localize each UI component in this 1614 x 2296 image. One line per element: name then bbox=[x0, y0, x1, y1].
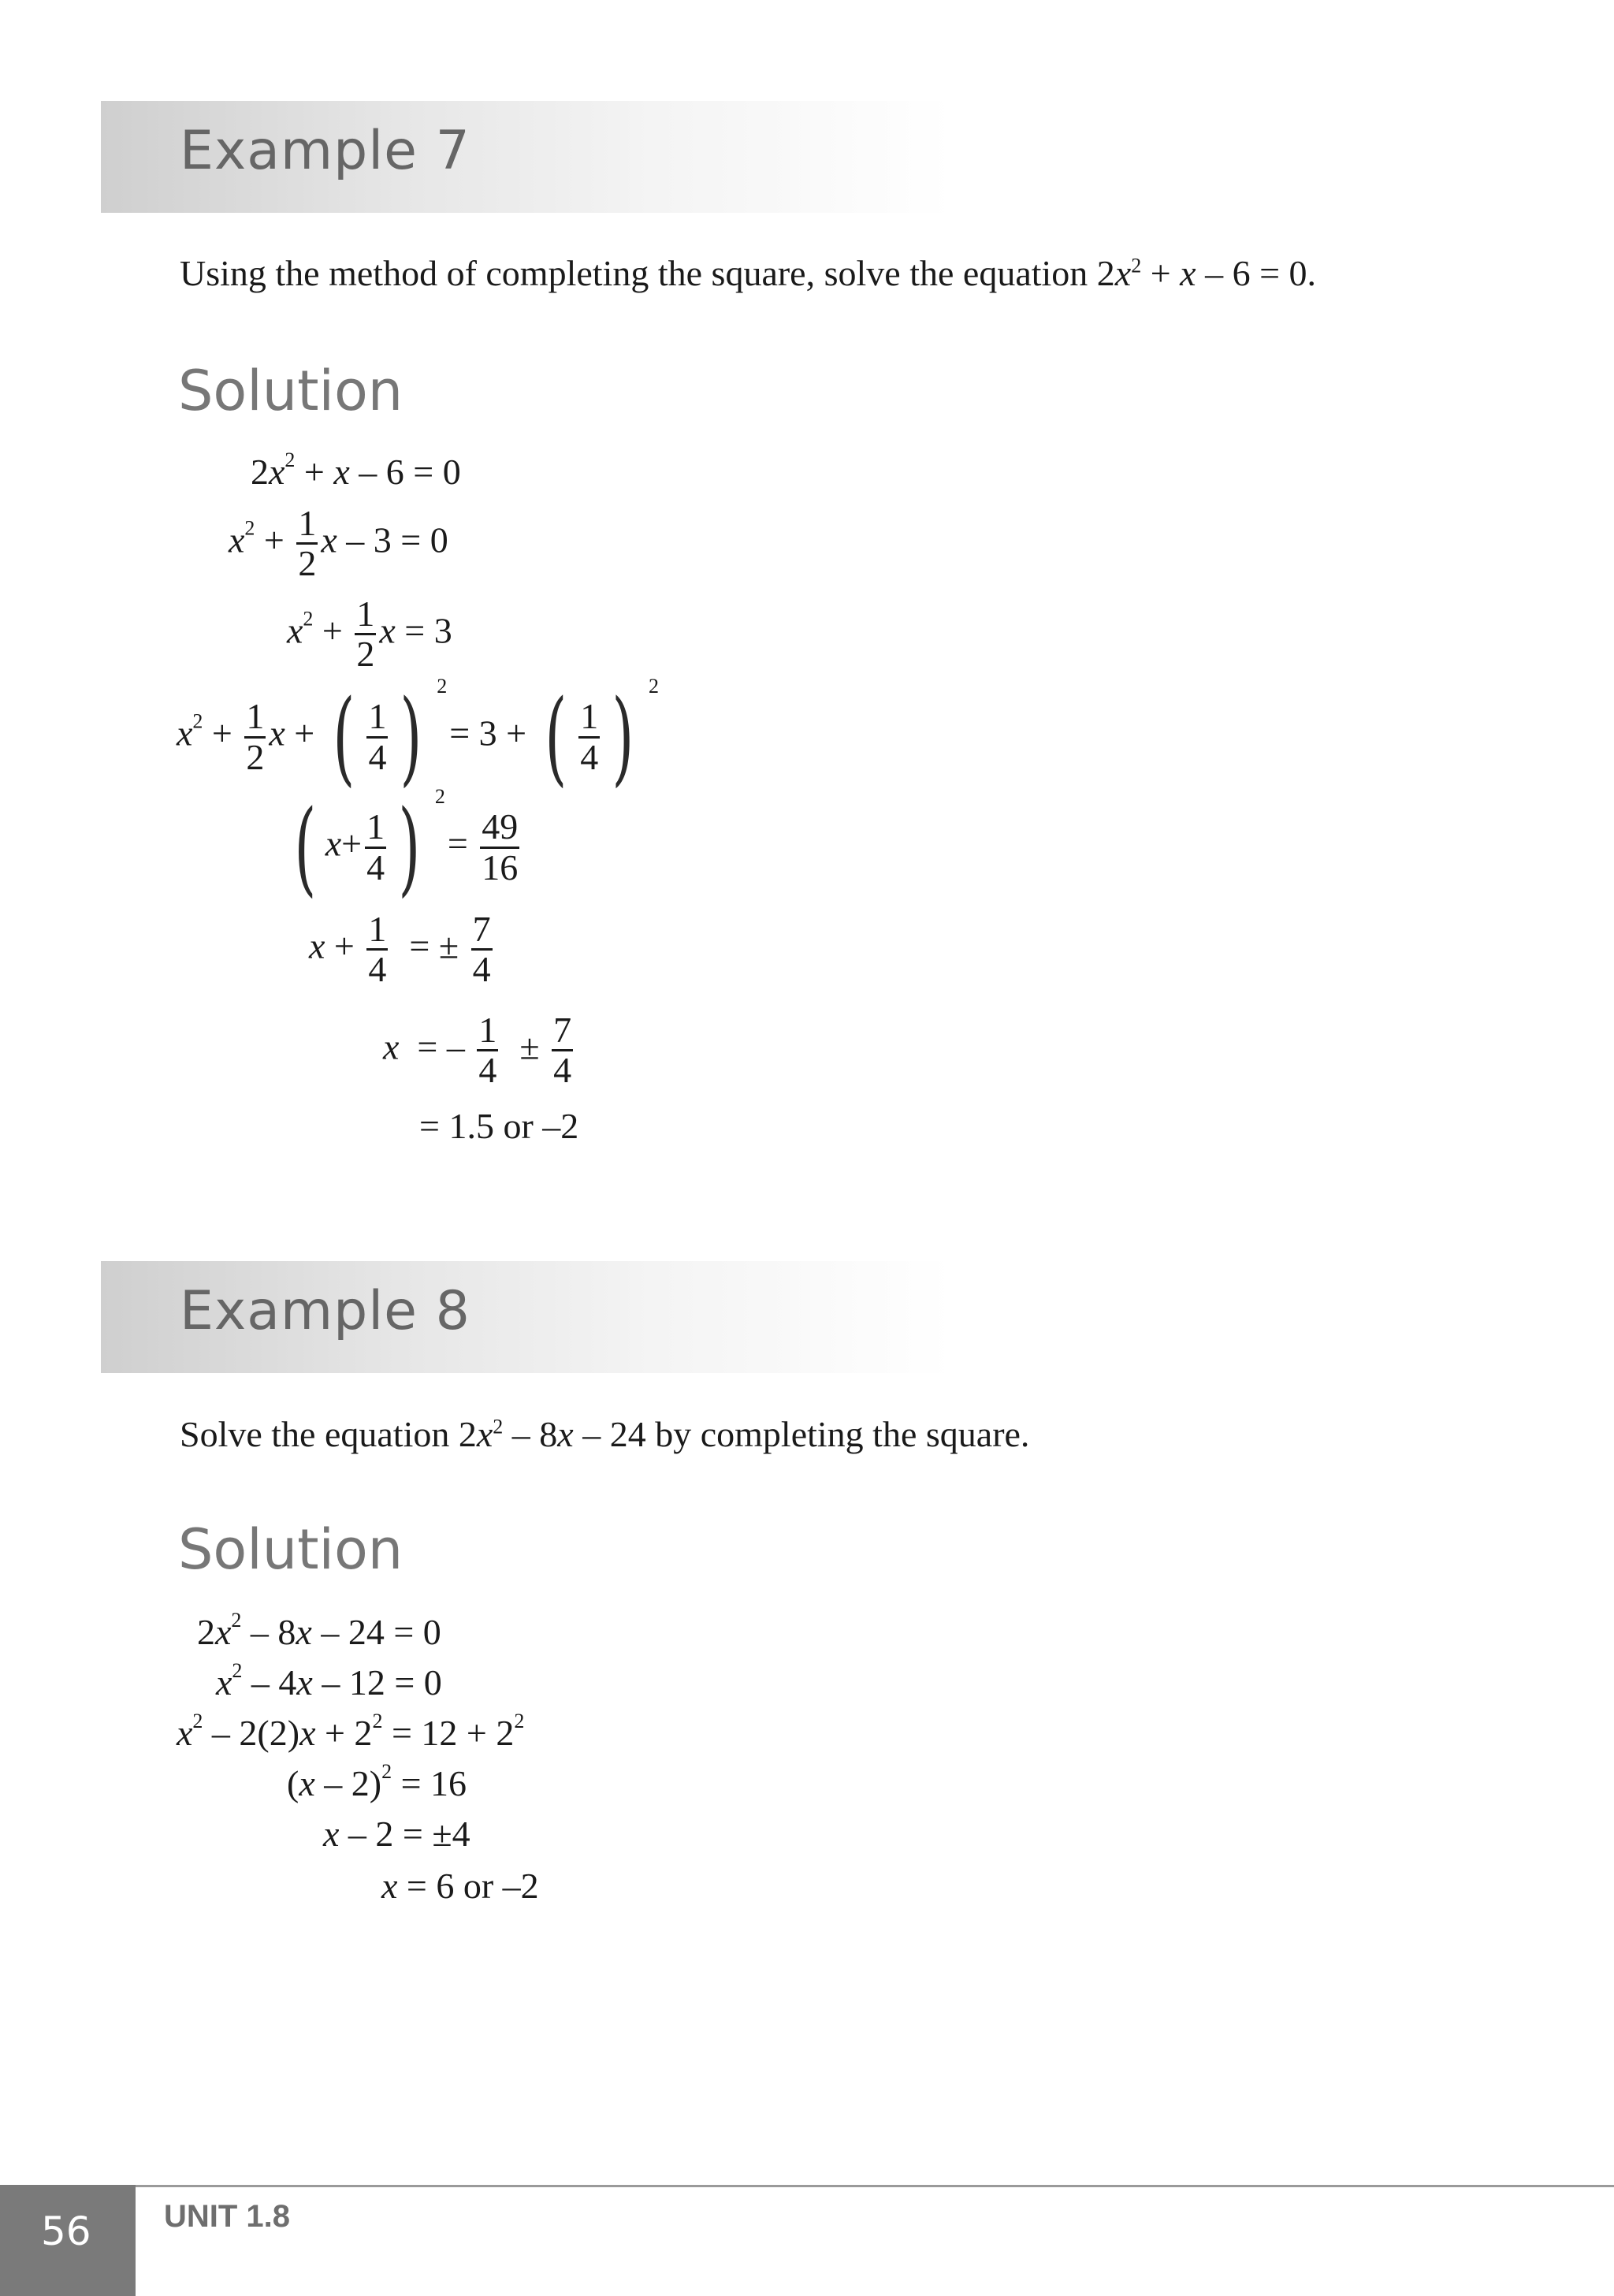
ex8-step-4: (x – 2)$^2$ = 16 bbox=[287, 1760, 467, 1803]
ex8-final-answer: x = 6 or –2 bbox=[381, 1866, 539, 1906]
footer-divider bbox=[134, 2185, 1614, 2187]
ex7-step-1: $2x^2 + x - 6 = 0$ bbox=[251, 448, 461, 492]
ex7-step-6: x + $\frac{1}{4}$ = ± $\frac{7}{4}$ bbox=[309, 909, 491, 990]
ex7-step-4: $x^2$ + $\frac{1}{2}$ x + ( $\frac{1}{4}$ ) 2 = 3 + ( $\frac{1}{4}$ ) 2 bbox=[177, 675, 660, 797]
unit-label: UNIT 1.8 bbox=[164, 2199, 291, 2234]
example-8-title: Example 8 bbox=[180, 1280, 470, 1342]
ex7-step-5: ( x+ $\frac{1}{4}$ ) 2 = $\frac{49}{16}$ bbox=[294, 785, 519, 907]
ex7-step-3: $x^2$ + $\frac{1}{2}$ x = 3 bbox=[287, 594, 452, 675]
example-7-prompt: Using the method of completing the square, solve the equation $2x^2 + x - 6 = 0$. bbox=[180, 253, 1317, 293]
ex8-step-5: x – 2 = ±4 bbox=[323, 1814, 470, 1854]
example-7-solution-heading: Solution bbox=[178, 359, 404, 423]
ex7-step-2: $x^2$ + $\frac{1}{2}$ x – 3 = 0 bbox=[229, 503, 448, 584]
example-8-solution-heading: Solution bbox=[178, 1517, 404, 1582]
ex8-step-3: $x^2 - 2(2)x + 2^2 = 12 + 2^2$ bbox=[177, 1710, 525, 1753]
ex8-step-2: $x^2 - 4x - 12 = 0$ bbox=[216, 1659, 442, 1702]
example-7-banner bbox=[101, 101, 952, 213]
example-8-banner bbox=[101, 1261, 952, 1373]
page-number-box bbox=[0, 2185, 136, 2296]
example-7-title: Example 7 bbox=[180, 120, 470, 182]
ex8-step-1: $2x^2 - 8x - 24 = 0$ bbox=[197, 1609, 441, 1652]
example-8-prompt: Solve the equation $2x^2 - 8x - 24$ by completing the square. bbox=[180, 1414, 1030, 1454]
ex7-final-answer: = 1.5 or –2 bbox=[419, 1106, 579, 1146]
page-number: 56 bbox=[41, 2209, 91, 2254]
ex7-step-7: x = – $\frac{1}{4}$ ± $\frac{7}{4}$ bbox=[383, 1010, 572, 1091]
